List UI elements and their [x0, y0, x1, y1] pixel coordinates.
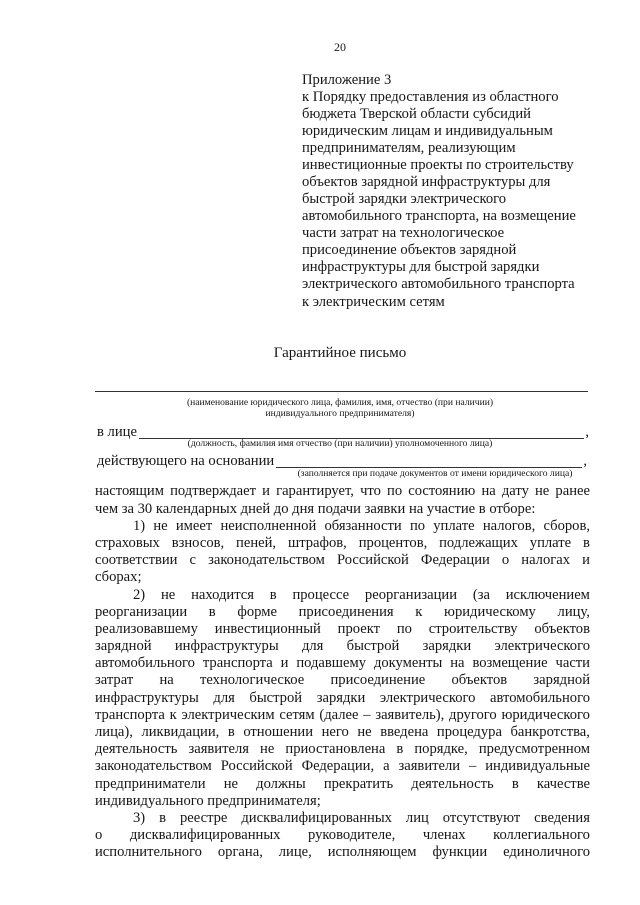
basis-label: действующего на основании — [97, 452, 275, 469]
appendix-line: к электрическим сетям — [302, 293, 445, 310]
line-word: налогах — [521, 552, 571, 569]
line-word: процентов, — [358, 534, 428, 551]
line-word: в — [269, 586, 277, 603]
body-line — [95, 621, 590, 638]
line-word: индивидуальные — [485, 758, 590, 775]
line-word: введена — [380, 724, 429, 741]
body-line — [95, 776, 590, 793]
line-word: с — [189, 552, 197, 569]
line-word: неисполненной — [220, 517, 317, 534]
line-word: возмещение — [472, 655, 548, 672]
line-word: заявитель), — [375, 706, 445, 723]
appendix-line: юридическим лицам и индивидуальным — [302, 122, 553, 139]
line-word: страховых — [95, 534, 160, 551]
line-word: присоединение — [330, 672, 426, 689]
line-word: затрат — [95, 672, 134, 689]
appendix-line: инвестиционные проекты по строительству — [302, 156, 574, 173]
line-word: ранее — [555, 483, 590, 500]
line-word: а — [383, 758, 390, 775]
line-word: другого — [449, 706, 497, 723]
line-word: органа, — [217, 844, 263, 861]
line-word: – — [363, 706, 371, 723]
body-line — [95, 638, 590, 655]
appendix-line: части затрат на технологическое — [302, 225, 505, 242]
appendix-line: электрического автомобильного транспорта — [302, 276, 575, 293]
line-word: транспорта — [202, 655, 273, 672]
body-line — [95, 827, 590, 844]
line-word: к — [415, 603, 423, 620]
body-line — [95, 758, 590, 775]
line-word: уплате — [529, 534, 572, 551]
line-word: заявители — [398, 758, 461, 775]
line-word: штрафов, — [287, 534, 347, 551]
line-word: юридического — [501, 706, 590, 723]
line-word: быстрой — [346, 638, 400, 655]
line-word: не — [535, 483, 550, 500]
basis-caption: (заполняется при подаче документов от имени юридического лица) — [297, 467, 573, 479]
line-word: части — [555, 655, 590, 672]
line-word: и — [280, 655, 289, 672]
line-word: Федерации, — [301, 758, 375, 775]
line-word: дату — [501, 483, 529, 500]
body-line — [95, 690, 590, 707]
line-word: юридическому — [444, 603, 536, 620]
line-word: объектов — [451, 672, 508, 689]
line-word: на — [450, 655, 465, 672]
line-word: обязанности — [324, 517, 402, 534]
line-word: порядке, — [414, 741, 468, 758]
line-word: в — [227, 724, 235, 741]
line-word: и — [262, 483, 270, 500]
line-word: прекратить — [323, 775, 394, 792]
line-word: электрического — [379, 689, 476, 706]
line-word: приостановлена — [285, 741, 386, 758]
line-word: по — [396, 620, 412, 637]
line-word: транспорта — [95, 706, 165, 723]
line-word: документы — [373, 655, 443, 672]
line-word: него — [321, 724, 349, 741]
appendix-line: быстрой зарядки электрического — [302, 191, 507, 208]
line-word: качестве — [536, 775, 590, 792]
body-line: индивидуального предпринимателя; — [95, 792, 321, 809]
body-line — [95, 535, 590, 552]
field-comma: , — [585, 423, 589, 440]
represented-by-label: в лице — [97, 423, 137, 440]
line-word: реализовавшему — [95, 620, 198, 637]
line-word: о — [95, 827, 103, 844]
line-word: Федерации — [420, 552, 490, 569]
line-word: должны — [256, 775, 306, 792]
line-word: лицу, — [557, 603, 590, 620]
line-word: банкротства, — [510, 724, 590, 741]
line-word: для — [301, 638, 324, 655]
line-word: по — [409, 517, 426, 534]
caption-line: индивидуального предпринимателя) — [265, 407, 415, 419]
body-line — [95, 741, 590, 758]
line-word: лица), — [95, 724, 133, 741]
line-word: реорганизации — [95, 603, 188, 620]
body-line — [95, 587, 590, 604]
body-line: сборах; — [95, 569, 142, 586]
document-title: Гарантийное письмо — [273, 345, 407, 361]
line-word: взносов, — [171, 534, 225, 551]
line-word: руководителе, — [308, 827, 396, 844]
line-word: для — [213, 689, 235, 706]
line-word: инвестиционный — [214, 620, 321, 637]
line-word: в — [583, 534, 590, 551]
line-word: подтверждает — [170, 483, 257, 500]
line-word: форме — [237, 603, 277, 620]
line-word: гарантирует, — [276, 483, 354, 500]
line-word: функции — [432, 844, 488, 861]
appendix-line: инфраструктуры для быстрой зарядки — [302, 259, 540, 276]
line-word: что — [360, 483, 381, 500]
line-word: не — [357, 724, 372, 741]
body-line — [95, 483, 590, 500]
line-word: и — [582, 552, 590, 569]
organization-name-line — [95, 391, 588, 392]
appendix-title: Приложение 3 — [302, 71, 392, 88]
line-word: ликвидации, — [141, 724, 220, 741]
line-word: не — [153, 517, 168, 534]
line-word: процедура — [436, 724, 502, 741]
line-word: зарядной — [95, 638, 152, 655]
appendix-line: предпринимателям, реализующим — [302, 139, 516, 156]
line-word: к — [169, 706, 177, 723]
line-word: предусмотренном — [478, 741, 590, 758]
line-word: лице, — [278, 844, 312, 861]
line-word: на — [481, 483, 496, 500]
line-word: не — [160, 586, 176, 603]
line-word: уплате — [433, 517, 475, 534]
line-word: быстрой — [249, 689, 303, 706]
line-word: электрическим — [181, 706, 275, 723]
line-word: дисквалифицированных — [241, 809, 392, 826]
line-word: строительству — [428, 620, 518, 637]
line-word: зарядки — [316, 689, 366, 706]
line-word: 1) — [133, 517, 146, 534]
line-word: в — [208, 603, 216, 620]
line-word: исполнительного — [95, 844, 202, 861]
appendix-line: автомобильного транспорта, на возмещение — [302, 208, 576, 225]
line-word: в — [511, 775, 519, 792]
field-comma: , — [583, 452, 587, 469]
body-line: чем за 30 календарных дней до дня подачи заявки на участие в отборе: — [95, 500, 536, 517]
line-word: – — [469, 758, 477, 775]
line-word: Российской — [336, 552, 409, 569]
line-word: на — [159, 672, 174, 689]
line-word: дисквалифицированных — [129, 827, 281, 844]
line-word: соответствии — [95, 552, 178, 569]
line-word: проект — [337, 620, 381, 637]
letter-body — [95, 483, 590, 861]
body-line — [95, 707, 590, 724]
line-word: исполняющем — [327, 844, 417, 861]
line-word: коллегиального — [493, 827, 590, 844]
line-word: не — [223, 775, 238, 792]
line-word: объектов — [534, 620, 590, 637]
line-word: автомобильного — [490, 689, 590, 706]
body-line — [95, 844, 590, 861]
line-word: электрического — [494, 638, 590, 655]
line-word: в — [396, 741, 404, 758]
line-word: в — [159, 809, 167, 826]
line-word: 3) — [133, 809, 146, 826]
appendix-line: объектов зарядной инфраструктуры для — [302, 173, 551, 190]
line-word: о — [501, 552, 510, 569]
line-word: отношении — [243, 724, 314, 741]
line-word: подлежащих — [439, 534, 518, 551]
line-word: по — [387, 483, 403, 500]
appendix-line: бюджета Тверской области субсидий — [302, 105, 531, 122]
line-word: членах — [422, 827, 466, 844]
line-word: законодательством — [95, 758, 212, 775]
body-line — [95, 724, 590, 741]
line-word: исключением — [505, 586, 590, 603]
basis-blank — [276, 455, 582, 468]
line-word: деятельность — [95, 741, 178, 758]
line-word: предприниматели — [95, 775, 206, 792]
line-word: присоединения — [298, 603, 394, 620]
line-word: подавшему — [296, 655, 367, 672]
line-word: Российской — [220, 758, 293, 775]
line-word: не — [260, 741, 275, 758]
line-word: имеет — [175, 517, 213, 534]
line-word: сетям — [279, 706, 315, 723]
line-word: сборов, — [543, 517, 590, 534]
line-word: состоянию — [408, 483, 476, 500]
line-word: настоящим — [95, 483, 164, 500]
line-word: инфраструктуры — [95, 689, 199, 706]
line-word: реорганизации — [364, 586, 458, 603]
represented-by-caption: (должность, фамилия имя отчество (при наличии) уполномоченного лица) — [187, 437, 493, 449]
body-line — [95, 518, 590, 535]
appendix-line: к Порядку предоставления из областного — [302, 88, 559, 105]
line-word: сведения — [534, 809, 590, 826]
appendix-line: присоединение объектов зарядной — [302, 242, 517, 259]
line-word: деятельность — [411, 775, 494, 792]
page-number: 20 — [334, 40, 346, 54]
body-line — [95, 672, 590, 689]
line-word: находится — [191, 586, 254, 603]
line-word: автомобильного — [95, 655, 195, 672]
body-line — [95, 810, 590, 827]
body-line — [95, 552, 590, 569]
line-word: налогов, — [482, 517, 536, 534]
line-word: (далее — [319, 706, 359, 723]
organization-name-caption — [140, 397, 540, 419]
line-word: 2) — [133, 586, 146, 603]
appendix-header — [302, 72, 622, 311]
caption-line: (наименование юридического лица, фамилия, имя, отчество (при наличии) — [186, 396, 494, 408]
line-word: (за — [472, 586, 490, 603]
line-word: зарядной — [533, 672, 590, 689]
body-line — [95, 655, 590, 672]
line-word: заявителя — [188, 741, 249, 758]
line-word: лиц — [405, 809, 429, 826]
line-word: зарядки — [422, 638, 472, 655]
line-word: единоличного — [503, 844, 590, 861]
line-word: инфраструктуры — [174, 638, 279, 655]
line-word: отсутствуют — [442, 809, 521, 826]
line-word: реестре — [179, 809, 228, 826]
line-word: технологическое — [200, 672, 305, 689]
line-word: процессе — [292, 586, 350, 603]
line-word: законодательством — [208, 552, 325, 569]
body-line — [95, 604, 590, 621]
line-word: пеней, — [236, 534, 277, 551]
